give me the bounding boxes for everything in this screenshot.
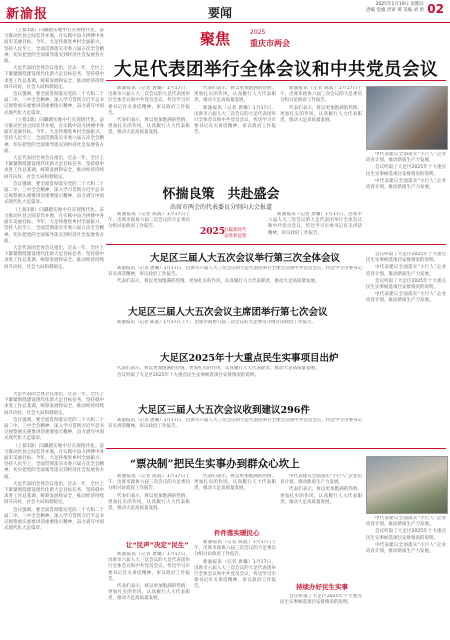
paragraph: 新渝报讯（记者 陈波）1月17日上午，出席市政协六届三次会议的大足委员分组讨论政府工作报告。 bbox=[108, 212, 190, 230]
meeting-photo bbox=[366, 86, 448, 150]
paragraph: 会议强调，要全面贯彻落实党的二十大和二十届二中、三中全会精神，深入学习贯彻习近平总书记视察重庆重要讲话重要指示精神，奋力谱写中国式现代化大足篇章。 bbox=[4, 417, 104, 442]
paragraph: 会议强调，要全面贯彻落实党的二十大和二十届二中、三中全会精神，深入学习贯彻习近平总书记视察重庆重要讲话重要指示精神，奋力谱写中国式现代化大足篇章。 bbox=[4, 92, 104, 116]
paragraph: （上接1版）向脚踏实地中打实现现代化。奋力推动区县之间差异并展，在实践中奋力拼搏中各面市美丽目标。今年，大足将推进乡村全面振兴，坚持人民至上，全面贯彻落实市委六届五次全会精神，切实把党的全面领导落实到经济社会发展各方面。 bbox=[4, 117, 104, 154]
subhead-people-voice: 让“民声”决定“民生” bbox=[126, 541, 189, 549]
paragraph: 代表们表示，将以更加饱满的热情、更加扎实的作风，认真履行人大代表职责，推动大足高质量发展。 bbox=[108, 584, 190, 602]
paragraph: 中代表建议全面落实“小巨人”企业培育计划，推动新质生产力发展。 bbox=[280, 474, 362, 486]
paragraph: 中代表建议全面落实“小巨人”企业培育计划，推动新质生产力发展。 bbox=[366, 292, 446, 304]
paragraph: 大足代表团全体会议指出，过去一年，全区上下紧紧围绕建设现代化新大足目标任务，坚持稳中求进工作总基调，统筹发展和安全，推动经济持续回升向好，社会大局和谐稳定。 bbox=[4, 245, 104, 270]
story-text bbox=[108, 418, 362, 444]
story-text bbox=[108, 320, 362, 346]
paragraph: 会议听取了大足区2025年十大重点民生实事候选项目安排情况的说明。 bbox=[280, 594, 362, 606]
paragraph: 新渝报讯（记者 唐璐）1月17日，出席市六届人大三次会议的大足代表团举行全体会议和中共党员会议，传达学习市委书记有关讲话精神，审议政府工作报告。 bbox=[108, 86, 190, 116]
badge-text bbox=[224, 228, 264, 240]
paragraph: 会议听取了大足区2025年十大重点民生实事候选项目安排情况的说明。 bbox=[366, 278, 446, 291]
paragraph: 新渝报讯（记者 陈波）1月17日上午，出席市政协六届三次会议的大足委员分组讨论政府工作报告。 bbox=[108, 474, 190, 492]
paragraph: 会议听取了大足区2025年十大重点民生实事候选项目安排情况的说明。 bbox=[117, 373, 259, 379]
paragraph: 新渝报讯（记者 唐璐）1月17日，出席市六届人大三次会议的大足代表团举行全体会议和中共党员会议，传达学习市委书记有关讲话精神，审议政府工作报告。 bbox=[108, 552, 190, 582]
paragraph: 新渝报讯（记者 唐璐）1月17日，出席市六届人大三次会议的大足代表团举行全体会议和中共党员会议，传达学习市委书记有关讲话精神，审议政府工作报告。 bbox=[108, 266, 362, 278]
date-line bbox=[366, 2, 424, 14]
badge-year: 2025 bbox=[200, 227, 226, 237]
newspaper-logo: 新渝报 bbox=[6, 7, 49, 22]
paragraph: 大足代表团全体会议指出，过去一年，全区上下紧紧围绕建设现代化新大足目标任务，坚持稳中求进工作总基调，统筹发展和安全，推动经济持续回升向好，社会大局和谐稳定。 bbox=[4, 392, 104, 416]
masthead bbox=[0, 0, 450, 23]
sub-story-col-1 bbox=[108, 212, 190, 238]
paragraph: 代表们表示，将以更加饱满的热情、更加扎实的作风，认真履行人大代表职责，推动大足高质量发展。 bbox=[117, 279, 320, 285]
right-column-lower-text bbox=[366, 252, 446, 452]
paragraph: 大足代表团全体会议指出，过去一年，全区上下紧紧围绕建设现代化新大足目标任务，坚持稳中求进工作总基调，统筹发展和安全，推动经济持续回升向好，社会大局和谐稳定。 bbox=[4, 481, 104, 506]
campaign-badge bbox=[200, 227, 260, 243]
paragraph: 代表们表示，将以更加饱满的热情、更加扎实的作风，认真履行人大代表职责，推动大足高质量发展。 bbox=[194, 474, 276, 492]
headline-vote-system: “票决制”把民生实事办到群众心坎上 bbox=[130, 458, 300, 470]
headline-presidium-meeting: 大足区三届人大五次会议主席团举行第七次会议 bbox=[128, 307, 328, 318]
banner-event: 重庆市两会 bbox=[250, 39, 290, 48]
paragraph: 新渝报讯（记者 唐璐）1月17日，出席市六届人大三次会议的大足代表团举行全体会议和中共党员会议，传达学习市委书记有关讲话精神，审议政府工作报告。 bbox=[268, 212, 362, 236]
paragraph: 会议强调，要全面贯彻落实党的二十大和二十届二中、三中全会精神，深入学习贯彻习近平总书记视察重庆重要讲话重要指示精神，奋力谱写中国式现代化大足篇章。 bbox=[4, 507, 104, 532]
main-story-col-1 bbox=[108, 86, 190, 178]
main-story-col-3 bbox=[280, 86, 362, 178]
paragraph: 中代表建议全面落实“小巨人”企业培育计划，推动新质生产力发展。 bbox=[366, 265, 446, 277]
headline-296-proposals: 大足区三届人大五次会议收到建议296件 bbox=[138, 405, 310, 416]
paragraph: 会议听取了大足区2025年十大重点民生实事候选项目安排情况的说明。 bbox=[366, 252, 446, 264]
headline-livelihood-projects: 大足区2025年十大重点民生实事项目出炉 bbox=[160, 353, 339, 364]
page-number: 02 bbox=[427, 2, 444, 16]
sub-story-col-2 bbox=[268, 212, 362, 238]
paragraph: 代表们表示，将以更加饱满的热情、更加扎实的作风，认真履行人大代表职责，推动大足高质量发展。 bbox=[280, 105, 362, 124]
editor-text: 责编 党旗 责审 黄 美编 刘 唐 bbox=[365, 8, 424, 13]
vote-story-col-1 bbox=[108, 474, 190, 534]
vote-story-col-3 bbox=[280, 474, 362, 570]
section-rule bbox=[106, 244, 446, 245]
subhead-continue-projects: 持续办好民生实事 bbox=[296, 583, 348, 591]
vote-story-col-3b bbox=[280, 594, 362, 636]
paragraph: 大足代表团全体会议指出，过去一年，全区上下紧紧围绕建设现代化新大足目标任务，坚持稳中求进工作总基调，统筹发展和安全，推动经济持续回升向好，社会大局和谐稳定。 bbox=[4, 66, 104, 90]
sub-story-deck: 出席市两会的代表委员分别向大会报道 bbox=[169, 204, 272, 211]
paragraph: 中代表建议全面落实“小巨人”企业培育计划，推动新质生产力发展。 bbox=[366, 542, 446, 555]
section-title: 要闻 bbox=[208, 6, 233, 20]
vote-story-col-1b bbox=[108, 552, 190, 636]
subhead-implementation: 件件落实暖民心 bbox=[214, 529, 260, 537]
badge-line-1: 打赢新时代 bbox=[224, 228, 247, 233]
paragraph: （上接1版）向脚踏实地中打实现现代化。奋力推动区县之间差异并展，在实践中奋力拼搏中各面市美丽目标。今年，大足将推进乡村全面振兴，坚持人民至上，全面贯彻落实市委六届五次全会精神，切实把党的全面领导落实到经济社会发展各方面。 bbox=[4, 28, 104, 65]
paragraph: （上接1版）向脚踏实地中打实现现代化。奋力推动区县之间差异并展，在实践中奋力拼搏中各面市美丽目标。今年，大足将推进乡村全面振兴，坚持人民至上，全面贯彻落实市委六届五次全会精神，切实把党的全面领导落实到经济社会发展各方面。 bbox=[4, 443, 104, 480]
paragraph: 会议听取了大足区2025年十大重点民生实事候选项目安排情况的说明。 bbox=[366, 529, 446, 541]
paragraph: 代表们表示，将以更加饱满的热情、更加扎实的作风，认真履行人大代表职责，推动大足高质量发展。 bbox=[280, 487, 362, 505]
paragraph: 大足代表团全体会议指出，过去一年，全区上下紧紧围绕建设现代化新大足目标任务，坚持稳中求进工作总基调，统筹发展和安全，推动经济持续回升向好，社会大局和谐稳定。 bbox=[4, 156, 104, 180]
paragraph: 代表们表示，将以更加饱满的热情、更加扎实的作风，认真履行人大代表职责，推动大足高质量发展。 bbox=[194, 86, 276, 104]
paragraph: 代表们表示，将以更加饱满的热情、更加扎实的作风，认真履行人大代表职责，推动大足高质量发展。 bbox=[108, 493, 190, 512]
paragraph: 新渝报讯（记者 唐璐）1月17日，出席市六届人大三次会议的大足代表团举行全体会议和中共党员会议，传达学习市委书记有关讲话精神，审议政府工作报告。 bbox=[194, 105, 276, 136]
headline-rule bbox=[106, 80, 446, 81]
paragraph: 会议强调，要全面贯彻落实党的二十大和二十届二中、三中全会精神，深入学习贯彻习近平总书记视察重庆重要讲话重要指示精神，奋力谱写中国式现代化大足篇章。 bbox=[4, 181, 104, 206]
badge-line-2: 奋进新征程 bbox=[224, 234, 247, 239]
right-column-text bbox=[366, 152, 446, 247]
paragraph: 新渝报讯（记者 陈波）1月17日上午，出席市政协六届三次会议的大足委员分组讨论政府工作报告。 bbox=[194, 540, 276, 558]
vote-story-col-2 bbox=[194, 474, 276, 524]
residents-photo bbox=[366, 456, 448, 514]
paragraph: 新渝报讯（记者 唐璐）1月17日，出席市六届人大三次会议的大足代表团举行全体会议和中共党员会议，传达学习市委书记有关讲话精神，审议政府工作报告。 bbox=[194, 559, 276, 590]
paragraph: 代表们表示，将以更加饱满的热情、更加扎实的作风，认真履行人大代表职责，推动大足高质量发展。 bbox=[117, 366, 320, 371]
sub-story-headline: 怀揣良策 共赴盛会 bbox=[162, 187, 280, 202]
banner-focus: 聚焦 bbox=[200, 30, 231, 48]
left-column-text bbox=[4, 28, 104, 388]
paragraph: 中代表建议全面落实“小巨人”企业培育计划，推动新质生产力发展。 bbox=[366, 516, 446, 528]
story-text bbox=[108, 366, 362, 396]
right-lower-text bbox=[366, 516, 446, 636]
main-story-col-2 bbox=[194, 86, 276, 178]
paragraph: 新渝报讯（记者 陈波）1月17日上午，出席市政协六届三次会议的大足委员分组讨论政府工作报告。 bbox=[117, 320, 317, 325]
left-column-lower-text bbox=[4, 392, 104, 636]
paragraph: 新渝报讯（记者 陈波）1月17日上午，出席市政协六届三次会议的大足委员分组讨论政府工作报告。 bbox=[280, 86, 362, 104]
paragraph: 新渝报讯（记者 唐璐）1月17日，出席市六届人大三次会议的大足代表团举行全体会议和中共党员会议，传达学习市委书记有关讲话精神，审议政府工作报告。 bbox=[108, 418, 362, 430]
story-text bbox=[108, 266, 362, 300]
paragraph: 代表们表示，将以更加饱满的热情、更加扎实的作风，认真履行人大代表职责，推动大足高质量发展。 bbox=[108, 118, 190, 136]
paragraph: 会议听取了大足区2025年十大重点民生实事候选项目安排情况的说明。 bbox=[366, 165, 446, 177]
vote-story-col-2b bbox=[194, 540, 276, 636]
two-sessions-banner bbox=[200, 28, 360, 50]
banner-year: 2025 bbox=[250, 29, 266, 36]
main-headline: 大足代表团举行全体会议和中共党员会议 bbox=[114, 60, 438, 80]
paragraph: 中代表建议全面落实“小巨人”企业培育计划，推动新质生产力发展。 bbox=[366, 152, 446, 164]
date-text: 2025年1月19日 星期日 bbox=[375, 2, 424, 7]
section-rule bbox=[106, 448, 446, 449]
paragraph: （上接1版）向脚踏实地中打实现现代化。奋力推动区县之间差异并展，在实践中奋力拼搏中各面市美丽目标。今年，大足将推进乡村全面振兴，坚持人民至上，全面贯彻落实市委六届五次全会精神，切实把党的全面领导落实到经济社会发展各方面。 bbox=[4, 207, 104, 244]
paragraph: 中代表建议全面落实“小巨人”企业培育计划，推动新质生产力发展。 bbox=[366, 178, 446, 191]
headline-third-plenary: 大足区三届人大五次会议举行第三次全体会议 bbox=[150, 253, 341, 264]
